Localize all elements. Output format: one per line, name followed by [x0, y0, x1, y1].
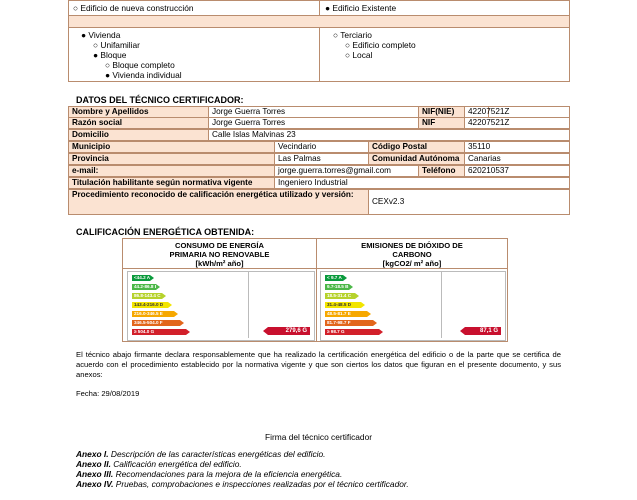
use-residential: ● Vivienda — [81, 30, 121, 40]
emissions-bar-d: 31.4-48.5 D — [325, 302, 361, 308]
phone-label: Teléfono — [418, 165, 465, 177]
tech-row-degree — [68, 177, 570, 189]
emissions-title-1: EMISIONES DE DIÓXIDO DE — [361, 241, 463, 250]
company-label: Razón social — [68, 117, 209, 129]
municipality-label: Municipio — [68, 141, 275, 153]
procedure-label: Procedimiento reconocido de calificación energética utilizado y versión: — [68, 189, 369, 215]
emissions-bar-f: 81.7-98.7 F — [325, 320, 373, 326]
use-full-building: ○ Edificio completo — [345, 40, 416, 50]
consumption-bar-a: <44.2 A — [134, 275, 151, 280]
municipality-value: Vecindario — [274, 141, 369, 153]
annex-list — [76, 449, 409, 489]
tech-row-procedure — [68, 189, 570, 215]
community-value: Canarias — [464, 153, 570, 165]
emissions-scale — [320, 271, 506, 341]
consumption-bar-b: 44.2-86.8 B — [134, 284, 159, 289]
emissions-header — [317, 241, 507, 268]
consumption-title-1: CONSUMO DE ENERGÍA — [174, 241, 265, 250]
degree-value: Ingeniero Industrial — [274, 177, 570, 189]
building-existing-label: Edificio Existente — [332, 3, 397, 13]
use-block: ● Bloque — [93, 50, 127, 60]
postal-value: 35110 — [464, 141, 570, 153]
tech-row-company — [68, 117, 570, 129]
consumption-bar-c: 86.8-143.4 C — [134, 293, 161, 298]
annex-label: Anexo IV. — [76, 479, 114, 489]
nif-value: 42207521Z — [464, 117, 570, 129]
email-label: e-mail: — [68, 165, 275, 177]
consumption-scale — [127, 271, 315, 341]
annex-text: Calificación energética del edificio. — [113, 459, 242, 469]
tech-row-municipality — [68, 141, 570, 153]
postal-label: Código Postal — [368, 141, 465, 153]
annex-text: Descripción de las características energéticas del edificio. — [110, 449, 326, 459]
company-value: Jorge Guerra Torres — [208, 117, 419, 129]
phone-value: 620210537 — [464, 165, 570, 177]
use-tertiary-label: Terciario — [340, 30, 372, 40]
building-existing-option: ● Edificio Existente — [325, 3, 397, 13]
consumption-title-2: PRIMARIA NO RENOVABLE — [169, 250, 270, 259]
declaration-text: El técnico abajo firmante declara responsablemente que ha realizado la certificación energética del edificio o de la parte que se certifica de acuerdo con el procedimiento establecido por la normativa vigente y que son ciertos los datos que figuran en el presente documento, y sus anexos: — [76, 350, 561, 379]
use-full-block-label: Bloque completo — [112, 60, 175, 70]
province-label: Provincia — [68, 153, 275, 165]
community-label: Comunidad Autónoma — [368, 153, 465, 165]
annex-text: Recomendaciones para la mejora de la eficiencia energética. — [115, 469, 343, 479]
tech-row-email — [68, 165, 570, 177]
emissions-bar-a: < 9.7 A — [327, 275, 342, 280]
tech-row-address — [68, 129, 570, 141]
annex-label: Anexo I. — [76, 449, 109, 459]
consumption-bar-e: 216.0-346.5 E — [132, 311, 174, 317]
use-full-block: ○ Bloque completo — [105, 60, 175, 70]
emissions-indicator: 87,1 G — [465, 327, 501, 335]
use-block-label: Bloque — [100, 50, 127, 60]
building-new-label: Edificio de nueva construcción — [80, 3, 194, 13]
tech-row-province — [68, 153, 570, 165]
use-individual-label: Vivienda individual — [112, 70, 182, 80]
technician-section-title: DATOS DEL TÉCNICO CERTIFICADOR: — [76, 95, 244, 105]
use-type-table — [68, 27, 570, 82]
emissions-unit: [kgCO2/ m² año] — [382, 259, 442, 268]
use-full-building-label: Edificio completo — [352, 40, 416, 50]
building-type-table — [68, 0, 570, 16]
annex-text: Pruebas, comprobaciones e inspecciones realizadas por el técnico certificador. — [115, 479, 409, 489]
consumption-bar-f: 346.5-504.0 F — [132, 320, 180, 326]
consumption-indicator: 279,6 G — [268, 327, 310, 335]
emissions-title-2: CARBONO — [392, 250, 432, 259]
nif-nie-value: 42207521Z — [464, 106, 570, 118]
consumption-bar-d: 143.4-216.0 D — [132, 302, 168, 308]
rating-section-title: CALIFICACIÓN ENERGÉTICA OBTENIDA: — [76, 227, 255, 237]
emissions-bar-g: ≥ 98.7 G — [325, 329, 379, 335]
name-value: Jorge Guerra Torres — [208, 106, 489, 118]
emissions-bar-b: 9.7-18.5 B — [327, 284, 349, 289]
use-single-family-label: Unifamiliar — [100, 40, 140, 50]
use-single-family: ○ Unifamiliar — [93, 40, 140, 50]
address-value: Calle Islas Malvinas 23 — [208, 129, 570, 141]
rating-table — [122, 238, 508, 342]
use-residential-label: Vivienda — [88, 30, 121, 40]
emissions-bar-e: 48.5-81.7 E — [325, 311, 367, 317]
nif-nie-label: NIF(NIE) — [418, 106, 465, 118]
consumption-header — [123, 241, 316, 268]
procedure-value: CEXv2.3 — [368, 189, 570, 215]
use-tertiary: ○ Terciario — [333, 30, 372, 40]
consumption-bar-g: ≥ 504.0 G — [132, 329, 186, 335]
email-value: jorge.guerra.torres@gmail.com — [274, 165, 419, 177]
name-label: Nombre y Apellidos — [68, 106, 209, 118]
nif-label: NIF — [418, 117, 465, 129]
address-label: Domicilio — [68, 129, 209, 141]
use-individual: ● Vivienda individual — [105, 70, 182, 80]
annex-label: Anexo II. — [76, 459, 111, 469]
annex-item — [76, 469, 409, 479]
degree-label: Titulación habilitante según normativa vigente — [68, 177, 275, 189]
annex-item — [76, 459, 409, 469]
annex-item — [76, 449, 409, 459]
signature-label: Firma del técnico certificador — [264, 432, 373, 442]
province-value: Las Palmas — [274, 153, 369, 165]
use-local: ○ Local — [345, 50, 373, 60]
annex-label: Anexo III. — [76, 469, 114, 479]
consumption-unit: [kWh/m² año] — [195, 259, 244, 268]
annex-item — [76, 479, 409, 489]
use-local-label: Local — [352, 50, 373, 60]
date-text: Fecha: 29/08/2019 — [76, 389, 140, 398]
building-new-option: ○ Edificio de nueva construcción — [73, 3, 194, 13]
emissions-bar-c: 18.5-31.4 C — [325, 293, 355, 299]
